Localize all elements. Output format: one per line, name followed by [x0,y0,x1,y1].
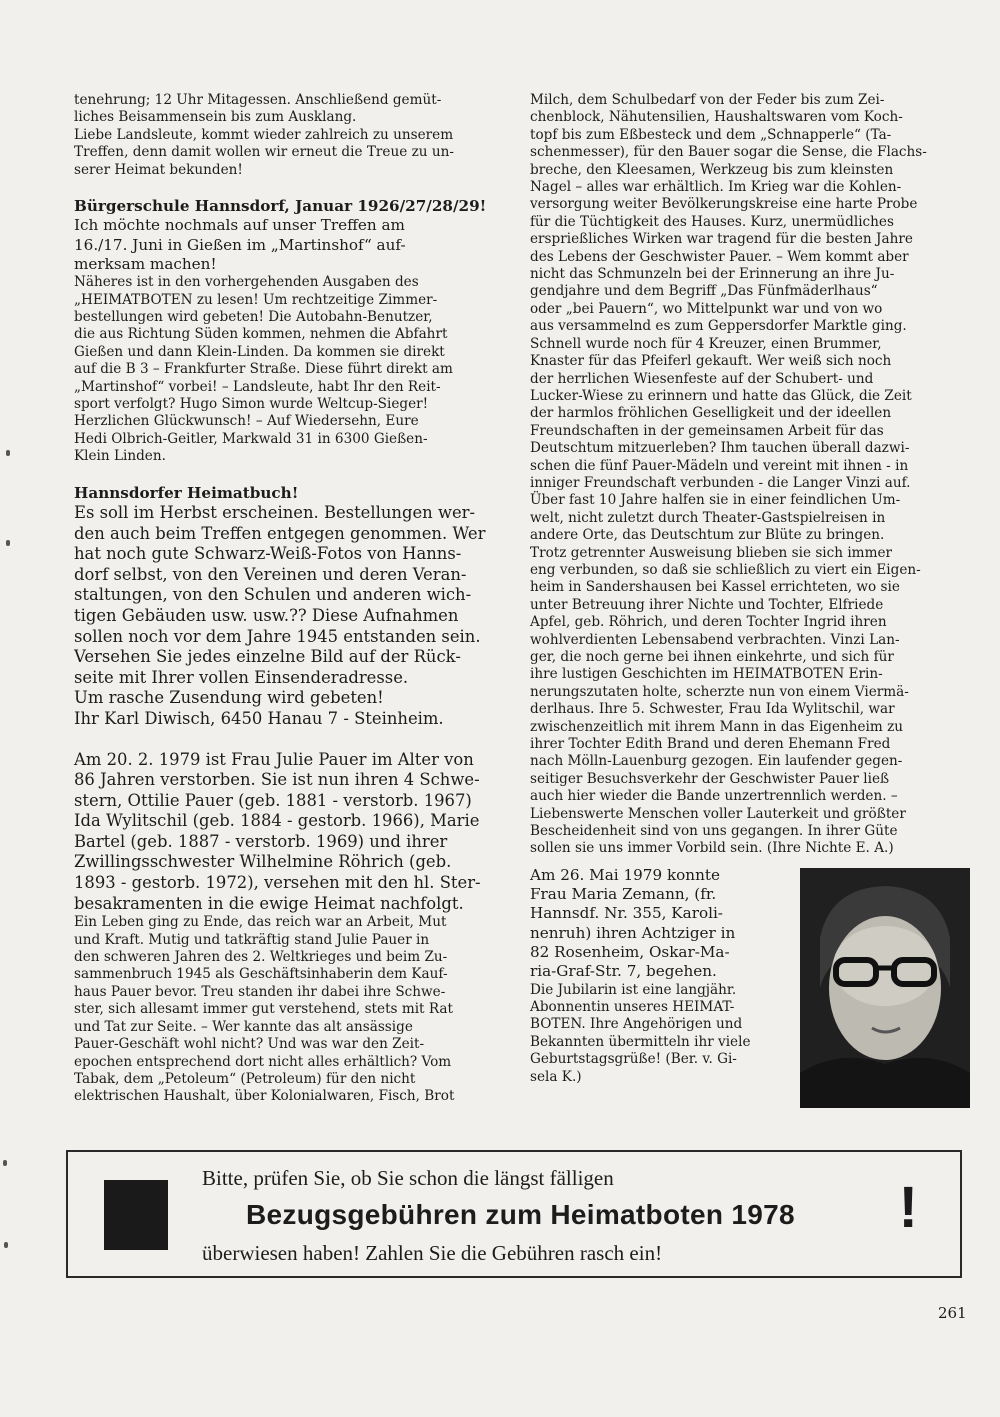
text-line: Über fast 10 Jahre halfen sie in einer feindlichen Um- [530,492,901,509]
text-line: BOTEN. Ihre Angehörigen und [530,1016,743,1033]
text-line: breche, den Kleesamen, Werkzeug bis zum kleinsten [530,161,894,178]
scan-speck [6,540,10,546]
text-line: serer Heimat bekunden! [74,161,243,178]
text-line: versorgung weiter Bevölkerungskreise eine harte Probe [530,196,918,213]
text-line: unter Betreuung ihrer Nichte und Tochter, Elfriede [530,596,884,613]
text-line: und Kraft. Mutig und tatkräftig stand Julie Pauer in [74,931,430,948]
text-line: sport verfolgt? Hugo Simon wurde Weltcup-Sieger! [74,396,429,413]
text-line: ihre lustigen Geschichten im HEIMATBOTEN Erin- [530,666,883,683]
text-line: Bekannten übermitteln ihr viele [530,1033,751,1050]
text-line: „HEIMATBOTEN zu lesen! Um rechtzeitige Zimmer- [74,291,438,308]
text-line: der harmlos fröhlichen Geselligkeit und der ideellen [530,405,892,422]
text-line: und Tat zur Seite. – Wer kannte das alt ansässige [74,1018,413,1035]
text-line: Schnell wurde noch für 4 Kreuzer, einen Brummer, [530,335,882,352]
text-line: Tabak, dem „Petoleum“ (Petroleum) für den nicht [74,1070,416,1087]
text-line: Herzlichen Glückwunsch! – Auf Wiedersehn, Eure [74,413,419,430]
text-line: stern, Ottilie Pauer (geb. 1881 - verstorb. 1967) [74,790,472,810]
text-line: derlhaus. Ihre 5. Schwester, Frau Ida Wylitschil, war [530,701,895,718]
text-line: ihrer Tochter Edith Brand und deren Ehemann Fred [530,736,891,753]
text-line: Hannsdf. Nr. 355, Karoli- [530,904,723,923]
text-line: schenmesser), für den Bauer sogar die Sense, die Flachs- [530,144,927,161]
text-line: auch hier wieder die Bande unzertrennlich werden. – [530,788,898,805]
payment-reminder-box [66,1150,962,1278]
text-line: Pauer-Geschäft wohl nicht? Und was war den Zeit- [74,1036,425,1053]
text-line: inniger Freundschaft verbunden - die Langer Vinzi auf. [530,474,911,491]
text-line: Es soll im Herbst erscheinen. Bestellungen wer- [74,502,476,522]
text-line: schen die fünf Pauer-Mädeln und vereint mit ihnen - in [530,457,909,474]
text-line: Deutschtum mitzuerleben? Ihm tauchen überall dazwi- [530,440,910,457]
text-line: Lucker-Wiese zu erinnern und hatte das Glück, die Zeit [530,387,912,404]
text-line: Freundschaften in der gemeinsamen Arbeit für das [530,422,884,439]
scan-speck [3,1160,7,1166]
text-line: topf bis zum Eßbesteck und dem „Schnapperle“ (Ta- [530,126,892,143]
text-line: Um rasche Zusendung wird gebeten! [74,688,384,708]
text-line: des Lebens der Geschwister Pauer. – Wem kommt aber [530,248,909,265]
text-line: sammenbruch 1945 als Geschäftsinhaberin dem Kauf- [74,966,448,983]
text-line: nerungszutaten holte, scherzte nun von einem Viermä- [530,683,909,700]
text-line: „Martinshof“ vorbei! – Landsleute, habt Ihr den Reit- [74,378,441,395]
text-line: tigen Gebäuden usw. usw.?? Diese Aufnahmen [74,605,459,625]
text-line: 16./17. Juni in Gießen im „Martinshof“ auf- [74,235,406,254]
notice-line-2: Bezugsgebühren zum Heimatboten 1978 [246,1199,795,1230]
text-line: Ida Wylitschil (geb. 1884 - gestorb. 1966), Marie [74,811,480,831]
text-line: nenruh) ihren Achtziger in [530,923,736,942]
text-line: sollen noch vor dem Jahre 1945 entstanden sein. [74,626,481,646]
text-line: ersprießliches Wirken war tragend für die besten Jahre [530,231,913,248]
text-line: für die Tüchtigkeit des Hauses. Kurz, unermüdliches [530,213,894,230]
text-line: zwischenzeitlich mit ihrem Mann in das Eigenheim zu [530,718,903,735]
notice-line-3: überwiesen haben! Zahlen Sie die Gebühren rasch ein! [202,1241,663,1265]
text-line: auf die B 3 – Frankfurter Straße. Diese führt direkt am [74,361,453,378]
text-line: dorf selbst, von den Vereinen und deren Veran- [74,564,467,584]
text-line: Am 20. 2. 1979 ist Frau Julie Pauer im Alter von [74,749,474,769]
text-line: Geburtstagsgrüße! (Ber. v. Gi- [530,1051,737,1068]
text-line: Ihr Karl Diwisch, 6450 Hanau 7 - Steinheim. [74,708,444,728]
text-line: ria-Graf-Str. 7, begehen. [530,962,717,981]
text-line: Knaster für das Pfeiferl gekauft. Wer weiß sich noch [530,353,892,370]
black-square-icon [104,1180,168,1250]
text-line: elektrischen Haushalt, über Kolonialwaren, Fisch, Brot [74,1088,455,1105]
text-line: Liebenswerte Menschen voller Lauterkeit und größter [530,805,906,822]
text-line: Am 26. Mai 1979 konnte [530,865,720,884]
text-line: Versehen Sie jedes einzelne Bild auf der Rück- [74,647,461,667]
text-line: die aus Richtung Süden kommen, nehmen die Abfahrt [74,326,448,343]
text-line: den auch beim Treffen entgegen genommen. Wer [74,523,486,543]
pauer-obituary [74,750,506,1106]
text-line: tenehrung; 12 Uhr Mitagessen. Anschließend gemüt- [74,92,442,108]
text-line: ster, sich allesamt immer gut verstehend, stets mit Rat [74,1001,453,1018]
text-line: sollen sie uns immer Vorbild sein. (Ihre Nichte E. A.) [530,840,894,857]
text-line: liches Beisammensein bis zum Ausklang. [74,109,357,126]
text-line: Bescheidenheit sind von uns gegangen. In ihrer Güte [530,823,898,840]
text-line: heim in Sandershausen bei Kassel errichteten, wo sie [530,579,900,596]
text-line: welt, nicht zuletzt durch Theater-Gastspielreisen in [530,509,886,526]
text-line: haus Pauer bevor. Treu standen ihr dabei ihre Schwe- [74,983,446,1000]
text-line: nach Mölln-Lauenburg gezogen. Ein laufender gegen- [530,753,903,770]
zemann-birthday-article [530,866,966,1086]
text-line: 86 Jahren verstorben. Sie ist nun ihren 4 Schwe- [74,770,480,790]
text-line: gendjahre und dem Begriff „Das Fünfmäderlhaus“ [530,283,878,300]
text-line: Milch, dem Schulbedarf von der Feder bis zum Zei- [530,92,885,108]
notice-line-1: Bitte, prüfen Sie, ob Sie schon die längst fälligen [202,1166,614,1190]
text-line: sela K.) [530,1068,582,1085]
text-line: wohlverdienten Lebensabend verbrachten. Vinzi Lan- [530,631,900,648]
text-line: Bartel (geb. 1887 - verstorb. 1969) und ihrer [74,831,448,851]
text-line: nicht das Schmunzeln bei der Erinnerung an ihre Ju- [530,266,895,283]
intro-paragraph [74,92,506,179]
text-line: oder „bei Pauern“, wo Mittelpunkt war und von wo [530,300,883,317]
birthday-text [530,866,792,1086]
text-line: der herrlichen Wiesenfeste auf der Schubert- und [530,370,874,387]
pauer-obituary-continued [530,92,966,858]
scan-speck [6,450,10,456]
page-number: 261 [938,1304,967,1322]
text-line: Klein Linden. [74,448,166,465]
text-line: chenblock, Nähutensilien, Haushaltswaren vom Koch- [530,109,903,126]
text-line: Frau Maria Zemann, (fr. [530,885,717,904]
text-line: Näheres ist in den vorhergehenden Ausgaben des [74,274,419,291]
text-line: Abonnentin unseres HEIMAT- [530,999,735,1016]
text-line: epochen entsprechend dort nicht alles erhältlich? Vom [74,1053,452,1070]
text-line: seitiger Besuchsverkehr der Geschwister Pauer ließ [530,770,890,787]
text-line: Nagel – alles war erhältlich. Im Krieg war die Kohlen- [530,179,902,196]
portrait-photo [800,868,970,1108]
text-line: Treffen, denn damit wollen wir erneut die Treue zu un- [74,144,454,161]
article-heading: Bürgerschule Hannsdorf, Januar 1926/27/28/29! [74,197,487,216]
text-line: Zwillingsschwester Wilhelmine Röhrich (geb. [74,852,452,872]
text-line: 1893 - gestorb. 1972), versehen mit den hl. Ster- [74,873,481,893]
text-line: besakramenten in die ewige Heimat nachfolgt. [74,893,464,913]
text-line: Trotz getrennter Ausweisung blieben sie sich immer [530,544,893,561]
text-line: Ich möchte nochmals auf unser Treffen am [74,216,405,235]
text-line: merksam machen! [74,254,217,273]
text-line: Ein Leben ging zu Ende, das reich war an Arbeit, Mut [74,914,447,931]
text-line: Die Jubilarin ist eine langjähr. [530,981,737,998]
right-column [530,92,966,1086]
article-heading: Hannsdorfer Heimatbuch! [74,483,299,502]
text-line: bestellungen wird gebeten! Die Autobahn-Benutzer, [74,309,433,326]
text-line: Liebe Landsleute, kommt wieder zahlreich zu unserem [74,126,454,143]
heimatbuch-article [74,484,506,730]
exclamation-icon: ! [898,1175,918,1240]
left-column [74,92,506,1106]
text-line: Apfel, geb. Röhrich, und deren Tochter Ingrid ihren [530,614,887,631]
text-line: den schweren Jahren des 2. Weltkrieges und beim Zu- [74,949,448,966]
text-line: ger, die noch gerne bei ihnen einkehrte, und sich für [530,649,894,665]
text-line: eng verbunden, so daß sie schließlich zu viert ein Eigen- [530,561,921,578]
text-line: aus versammelnd es zum Geppersdorfer Marktle ging. [530,318,907,335]
text-line: 82 Rosenheim, Oskar-Ma- [530,943,730,962]
text-line: seite mit Ihrer vollen Einsenderadresse. [74,667,409,687]
text-line: hat noch gute Schwarz-Weiß-Fotos von Hanns- [74,544,462,564]
text-line: andere Orte, das Deutschtum zur Blüte zu bringen. [530,527,885,544]
buergerschule-article [74,197,506,466]
text-line: staltungen, von den Schulen und anderen wich- [74,585,472,605]
scan-speck [4,1242,8,1248]
text-line: Gießen und dann Klein-Linden. Da kommen sie direkt [74,343,445,360]
text-line: Hedi Olbrich-Geitler, Markwald 31 in 6300 Gießen- [74,430,428,447]
